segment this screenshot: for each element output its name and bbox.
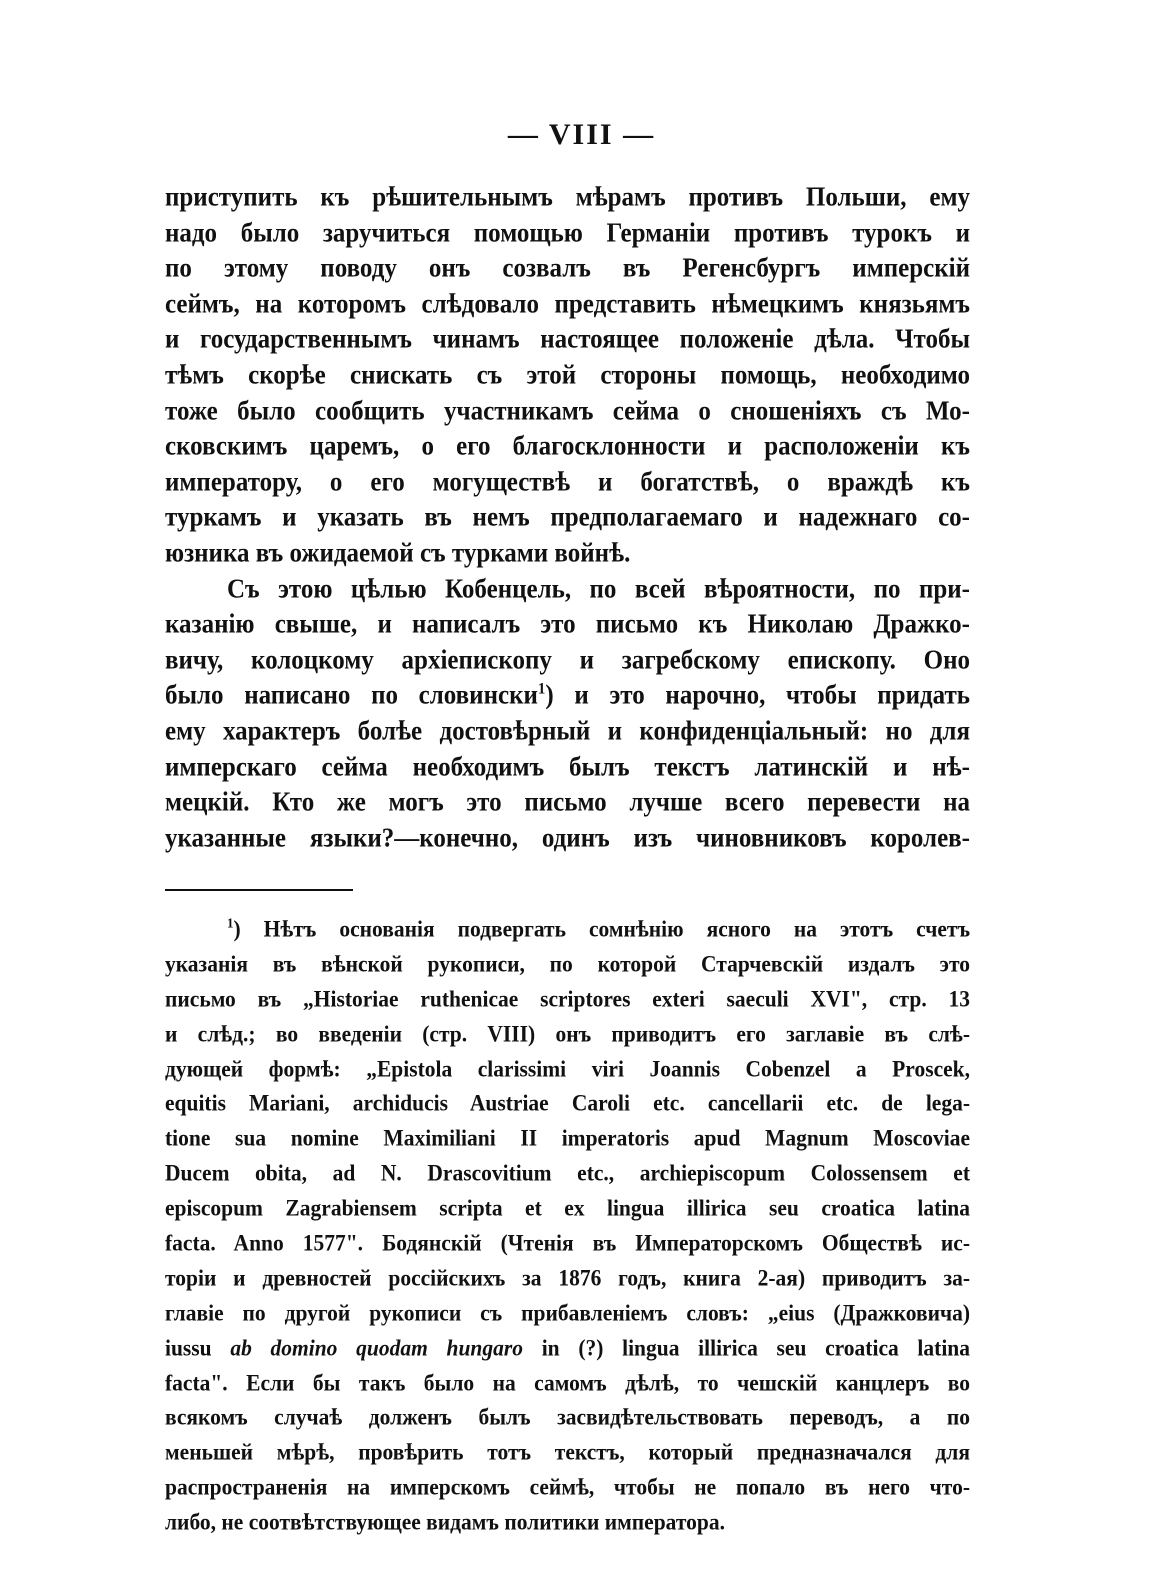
text-line: мецкій. Кто же могъ это письмо лучше всего перевести на: [165, 787, 970, 818]
footnote-marker: 1: [227, 915, 234, 931]
text-line: юзника въ ожидаемой съ турками войнѣ.: [165, 538, 631, 568]
text-segment: iussu: [165, 1334, 231, 1361]
footnote-line: $^1$) Нѣтъ основанія подвергать сомнѣнію ясного на этотъ счетъ: [227, 915, 970, 942]
footnote-divider: [165, 889, 353, 891]
footnotes: [165, 912, 970, 1540]
footnote-line: [165, 1329, 970, 1367]
text-line: туркамъ и указать въ немъ предполагаемаго и надежнаго со-: [165, 503, 970, 533]
footnote-line: распространенія на имперскомъ сеймѣ, чтобы не попало въ него что-: [165, 1474, 970, 1501]
text-line: надо было заручиться помощью Германіи противъ турокъ и: [165, 218, 970, 248]
text-segment: Нѣтъ основанія подвергать сомнѣнію ясного на этотъ счетъ: [263, 916, 970, 942]
footnote-line: facta. Anno 1577". Бодянскій (Чтенія въ Императорскомъ Обществѣ ис-: [165, 1230, 970, 1256]
footnote-line: дующей формѣ: „Epistola clarissimi viri Joannis Cobenzel a Proscek,: [165, 1055, 970, 1082]
text-line: ему характеръ болѣе достовѣрный и конфиденціальный: но для: [165, 716, 970, 746]
main-text: [165, 180, 970, 856]
text-line: тоже было сообщить участникамъ сейма о сношеніяхъ съ Мо-: [165, 396, 970, 426]
text-line: казанію свыше, и написалъ это письмо къ Николаю Дражко-: [165, 610, 970, 640]
text-segment: было написано по словински: [165, 681, 538, 711]
footnote-line: главіе по другой рукописи съ прибавленіемъ словъ: „eius (Дражковича): [165, 1299, 970, 1326]
footnote-line: equitis Mariani, archiducis Austriae Caroli etc. cancellarii etc. de lega-: [165, 1090, 970, 1117]
footnote-line: указанія въ вѣнской рукописи, по которой Старчевскій издалъ это: [165, 950, 970, 977]
text-line: сковскимъ царемъ, о его благосклонности и расположеніи къ: [165, 432, 970, 462]
italic-segment: ab domino quodam hungaro: [230, 1334, 523, 1361]
text-line: тѣмъ скорѣе снискать съ этой стороны помощь, необходимо: [165, 360, 970, 391]
text-line: Съ этою цѣлью Кобенцель, по всей вѣроятности, по при-: [227, 574, 970, 604]
text-line: императору, о его могуществѣ и богатствѣ, о враждѣ къ: [165, 467, 970, 497]
footnote-reference[interactable]: 1: [537, 680, 546, 699]
footnote-line: торіи и древностей россійскихъ за 1876 годъ, книга 2-ая) приводитъ за-: [165, 1264, 970, 1291]
footnote-line: facta". Если бы такъ было на самомъ дѣлѣ, то чешскій канцлеръ во: [165, 1369, 970, 1396]
text-segment: in (?) lingua illirica seu croatica latina: [523, 1334, 970, 1361]
text-line: по этому поводу онъ созвалъ въ Регенсбургъ имперскій: [165, 254, 970, 284]
text-line: указанные языки?—конечно, одинъ изъ чиновниковъ королев-: [165, 823, 970, 853]
footnote-line: либо, не соотвѣтствующее видамъ политики императора.: [165, 1509, 725, 1536]
footnote-line: письмо въ „Historiae ruthenicae scriptores exteri saeculi XVI", стр. 13: [165, 985, 970, 1012]
text-line: имперскаго сейма необходимъ былъ текстъ латинскій и нѣ-: [165, 752, 970, 782]
footnote-line: меньшей мѣрѣ, провѣрить тотъ текстъ, который предназначался для: [165, 1439, 970, 1466]
footnote-line: Ducem obita, ad N. Drascovitium etc., archiepiscopum Colossensem et: [165, 1160, 970, 1187]
text-line: сеймъ, на которомъ слѣдовало представить нѣмецкимъ князьямъ: [165, 289, 970, 319]
footnote-line: episcopum Zagrabiensem scripta et ex lingua illirica seu croatica latina: [165, 1195, 970, 1222]
text-line: и государственнымъ чинамъ настоящее положеніе дѣла. Чтобы: [165, 325, 970, 355]
footnote-line: и слѣд.; во введеніи (стр. VIII) онъ приводитъ его заглавіе въ слѣ-: [165, 1020, 970, 1047]
text-line: приступить къ рѣшительнымъ мѣрамъ противъ Польши, ему: [165, 182, 970, 213]
text-line: [165, 677, 970, 715]
text-segment: ) и это нарочно, чтобы придать: [545, 681, 970, 711]
text-line: вичу, колоцкому архіепископу и загребскому епископу. Оно: [165, 645, 970, 675]
page-number: — VIII —: [507, 118, 656, 151]
footnote-line: всякомъ случаѣ долженъ былъ засвидѣтельствовать переводъ, а по: [165, 1404, 970, 1431]
footnote-line: tione sua nomine Maximiliani II imperatoris apud Magnum Moscoviae: [165, 1125, 970, 1152]
